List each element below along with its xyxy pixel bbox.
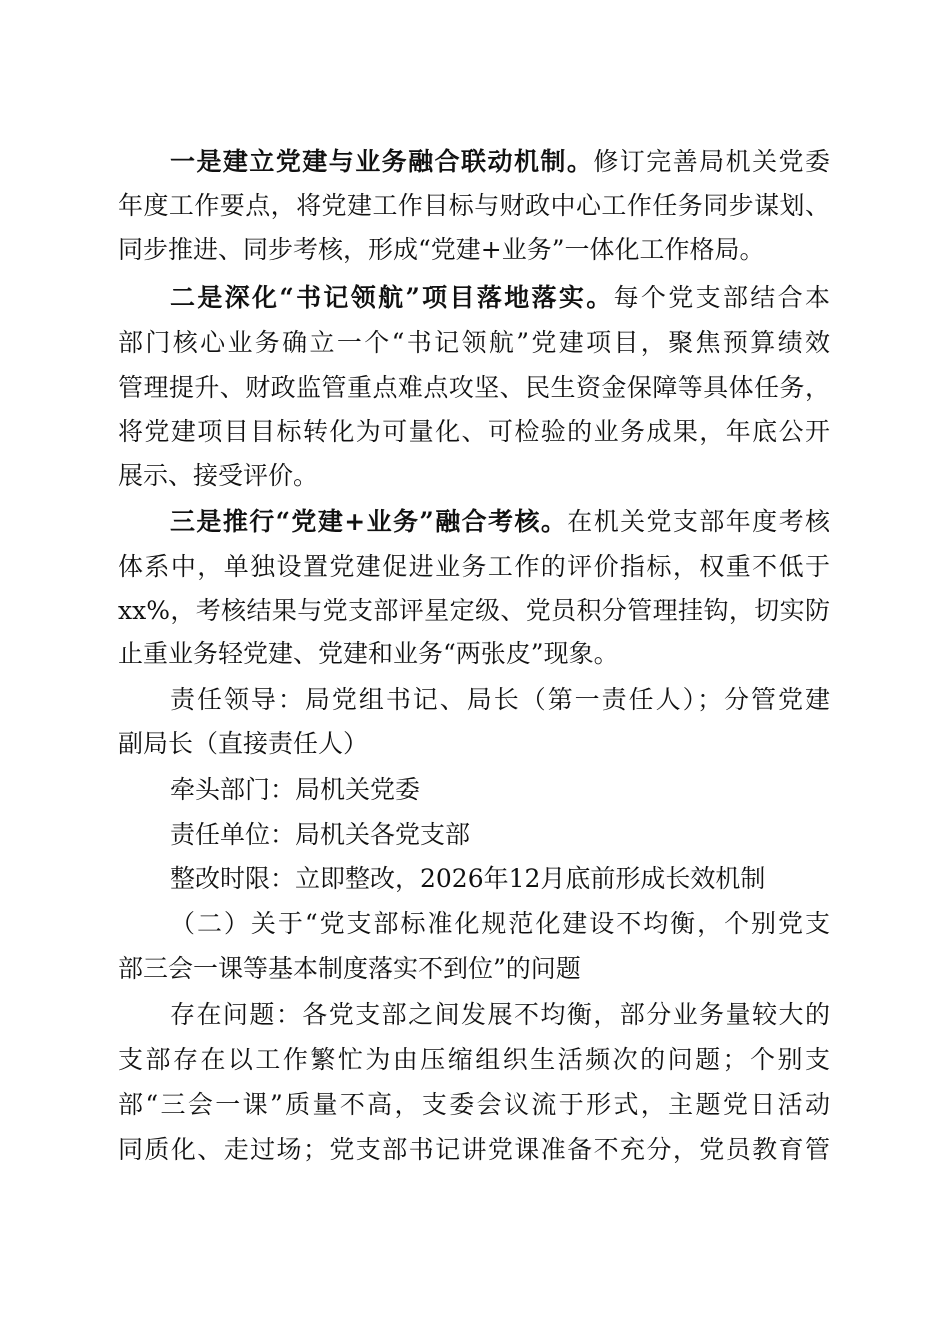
paragraph-2-heading: 二是深化“书记领航”项目落地落实。 bbox=[170, 283, 614, 312]
paragraph-1-line-3: 同步推进、同步考核，形成“党建+业务”一体化工作格局。 bbox=[118, 235, 765, 264]
document-page bbox=[118, 0, 830, 1344]
existing-problems-line-3: 部“三会一课”质量不高，支委会议流于形式，主题党日活动 bbox=[118, 1090, 830, 1119]
responsible-leader-line-2: 副局长（直接责任人） bbox=[118, 729, 369, 758]
section-2-heading-line-2: 部三会一课等基本制度落实不到位”的问题 bbox=[118, 954, 581, 983]
paragraph-2-line-1 bbox=[118, 276, 830, 320]
paragraph-3-text: 在机关党支部年度考核 bbox=[567, 507, 830, 536]
section-2-heading-line-1: （二）关于“党支部标准化规范化建设不均衡，个别党支 bbox=[170, 909, 830, 938]
paragraph-1-line-1 bbox=[118, 140, 830, 184]
responsible-unit: 责任单位：局机关各党支部 bbox=[170, 820, 471, 849]
existing-problems-line-2: 支部存在以工作繁忙为由压缩组织生活频次的问题；个别支 bbox=[118, 1045, 830, 1074]
paragraph-2-line-5: 展示、接受评价。 bbox=[118, 461, 319, 490]
paragraph-3-line-1 bbox=[118, 500, 830, 544]
paragraph-2-line-3: 管理提升、财政监管重点难点攻坚、民生资金保障等具体任务， bbox=[118, 373, 830, 402]
existing-problems-line-4: 同质化、走过场；党支部书记讲党课准备不充分，党员教育管 bbox=[118, 1135, 830, 1164]
paragraph-3-line-4: 止重业务轻党建、党建和业务“两张皮”现象。 bbox=[118, 639, 619, 668]
paragraph-2-line-4: 将党建项目目标转化为可量化、可检验的业务成果，年底公开 bbox=[118, 417, 830, 446]
existing-problems-line-1: 存在问题：各党支部之间发展不均衡，部分业务量较大的 bbox=[170, 1000, 830, 1029]
paragraph-3-line-3: xx%，考核结果与党支部评星定级、党员积分管理挂钩，切实防 bbox=[118, 596, 830, 625]
responsible-leader-line-1: 责任领导：局党组书记、局长（第一责任人）；分管党建 bbox=[170, 685, 830, 714]
paragraph-2-line-2: 部门核心业务确立一个“书记领航”党建项目，聚焦预算绩效 bbox=[118, 328, 830, 357]
paragraph-1-heading: 一是建立党建与业务融合联动机制。 bbox=[170, 147, 594, 176]
paragraph-3-heading: 三是推行“党建+业务”融合考核。 bbox=[170, 507, 568, 536]
lead-department: 牵头部门：局机关党委 bbox=[170, 775, 421, 804]
paragraph-3-line-2: 体系中，单独设置党建促进业务工作的评价指标，权重不低于 bbox=[118, 552, 830, 581]
rectification-deadline: 整改时限：立即整改，2026年12月底前形成长效机制 bbox=[170, 864, 766, 893]
paragraph-1-text: 修订完善局机关党委 bbox=[593, 147, 830, 176]
paragraph-1-line-2: 年度工作要点，将党建工作目标与财政中心工作任务同步谋划、 bbox=[118, 191, 830, 220]
paragraph-2-text: 每个党支部结合本 bbox=[613, 283, 830, 312]
